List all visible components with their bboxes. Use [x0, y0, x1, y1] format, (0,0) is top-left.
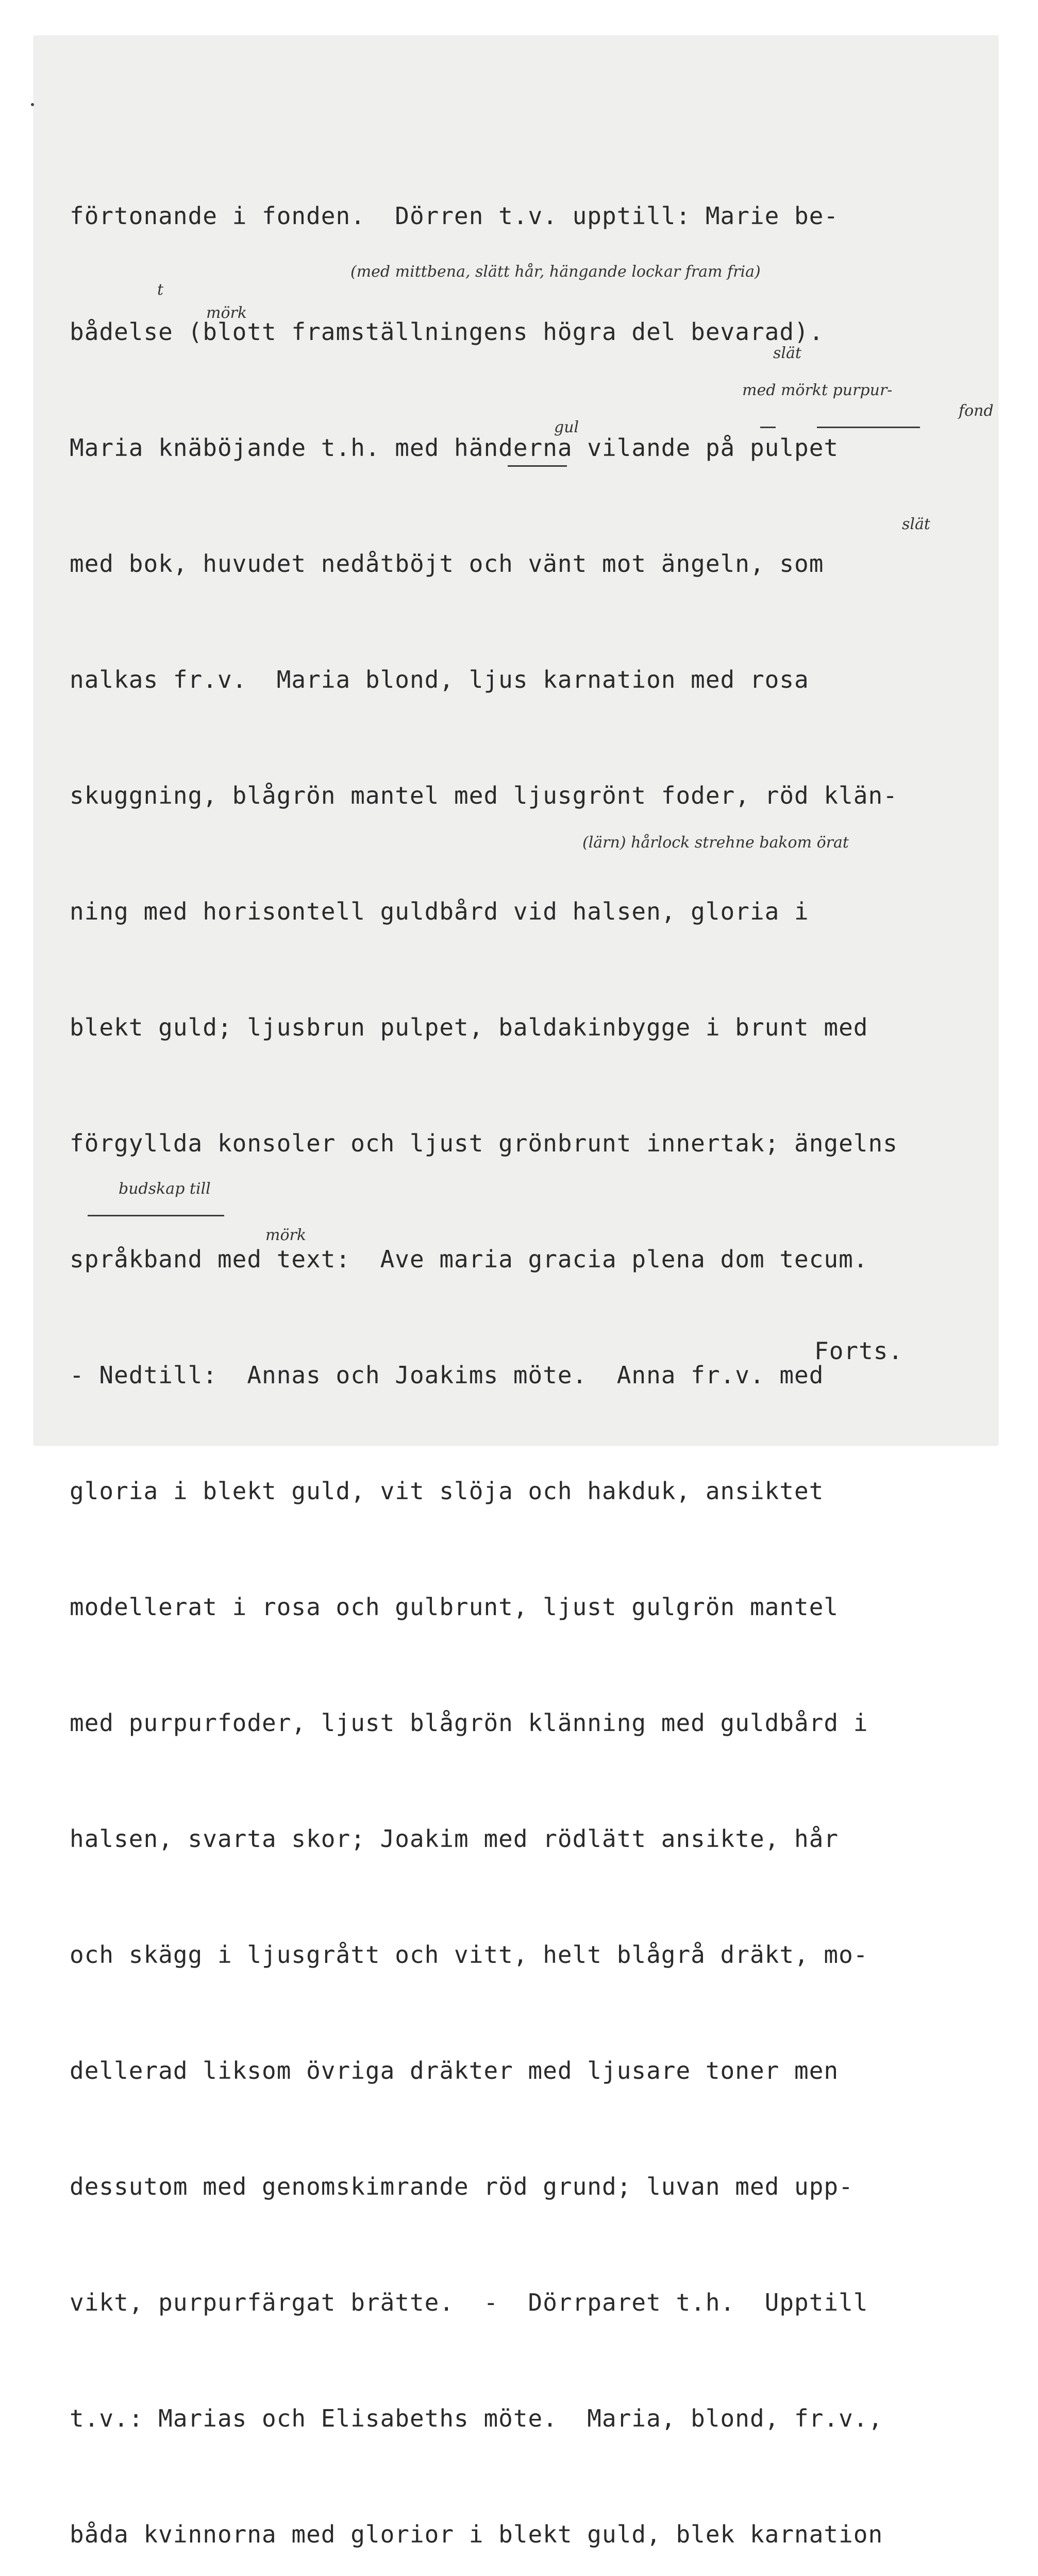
handwritten-slat: slät	[773, 344, 801, 362]
text-line: nalkas fr.v. Maria blond, ljus karnation med rosa	[70, 666, 809, 693]
text-line: och skägg i ljusgrått och vitt, helt blågrå dräkt, mo-	[70, 1941, 868, 1969]
text-line: Maria knäböjande t.h. med händerna vilande på pulpet	[70, 434, 839, 462]
handwritten-mork: mörk	[206, 304, 247, 322]
handwritten-mork-2: mörk	[265, 1226, 307, 1244]
text-line: dessutom med genomskimrande röd grund; luvan med upp-	[70, 2173, 853, 2200]
text-line: gloria i blekt guld, vit slöja och hakduk, ansiktet	[70, 1477, 824, 1505]
text-line: modellerat i rosa och gulbrunt, ljust gulgrön mantel	[70, 1593, 839, 1621]
continuation-note: Forts.	[814, 1337, 903, 1365]
text-line: vikt, purpurfärgat brätte. - Dörrparet t.h. Upptill	[70, 2289, 868, 2316]
strike-mark	[760, 427, 776, 428]
text-line: bådelse (blott framställningens högra del bevarad).	[70, 318, 824, 346]
handwritten-slat-2: slät	[902, 515, 930, 533]
handwritten-t: t	[157, 281, 164, 299]
text-line: - Nedtill: Annas och Joakims möte. Anna fr.v. med	[70, 1361, 824, 1389]
text-line: halsen, svarta skor; Joakim med rödlätt ansikte, hår	[70, 1825, 839, 1853]
page-dot-mark	[31, 103, 34, 106]
text-line: dellerad liksom övriga dräkter med ljusare toner men	[70, 2057, 839, 2084]
handwritten-gul: gul	[554, 418, 579, 436]
strike-mark	[817, 427, 920, 428]
text-line: förtonande i fonden. Dörren t.v. upptill: Marie be-	[70, 202, 839, 230]
strike-mark	[88, 1215, 224, 1216]
text-line: blekt guld; ljusbrun pulpet, baldakinbygge i brunt med	[70, 1013, 868, 1041]
text-line: t.v.: Marias och Elisabeths möte. Maria, blond, fr.v.,	[70, 2404, 883, 2432]
handwritten-budskap: budskap till	[119, 1180, 211, 1198]
text-line: med bok, huvudet nedåtböjt och vänt mot ängeln, som	[70, 550, 824, 578]
handwritten-insert-hair: (med mittbena, slätt hår, hängande lockar fram fria)	[350, 263, 761, 281]
text-line: ning med horisontell guldbård vid halsen, gloria i	[70, 897, 809, 925]
text-line: med purpurfoder, ljust blågrön klänning med guldbård i	[70, 1709, 868, 1737]
text-line: skuggning, blågrön mantel med ljusgrönt foder, röd klän-	[70, 782, 898, 809]
handwritten-mork-purpur: med mörkt purpur-	[742, 381, 893, 399]
text-line: förgyllda konsoler och ljust grönbrunt innertak; ängelns	[70, 1129, 898, 1157]
text-line: båda kvinnorna med glorior i blekt guld, blek karnation	[70, 2520, 883, 2548]
handwritten-fond: fond	[959, 402, 994, 420]
strike-mark	[508, 465, 567, 467]
handwritten-insert-harlock: (lärn) hårlock strehne bakom örat	[582, 834, 849, 852]
text-line: språkband med text: Ave maria gracia plena dom tecum.	[70, 1245, 868, 1273]
